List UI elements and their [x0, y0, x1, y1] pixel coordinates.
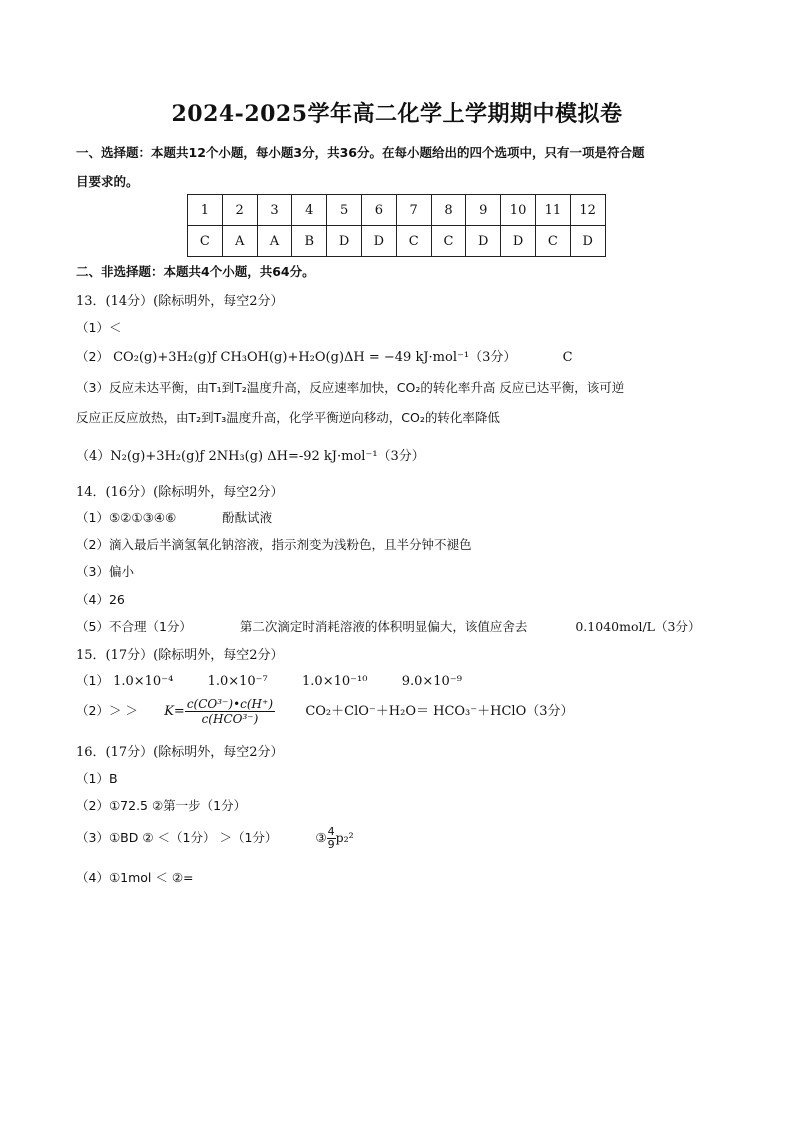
q15-k-numerator: c(CO³⁻)•c(H⁺)	[186, 697, 274, 711]
section1-heading-cont: 目要求的。	[76, 174, 139, 189]
q16-answer-3-circle: ③	[315, 830, 327, 845]
table-cell-number: 7	[396, 195, 431, 226]
table-cell-answer: D	[501, 226, 536, 257]
q15-answer-1-value4: 9.0×10⁻⁹	[401, 674, 462, 689]
table-cell-number: 4	[292, 195, 327, 226]
q15-answer-2	[76, 697, 574, 726]
answer-table-numbers-row	[188, 195, 606, 226]
q16-answer-1: （1）B	[76, 771, 118, 786]
table-cell-answer: B	[292, 226, 327, 257]
q15-answer-2-label: （2）＞ ＞	[76, 703, 138, 718]
q15-answer-2-equation: CO₂＋ClO⁻＋H₂O＝ HCO₃⁻＋HClO（3分）	[305, 704, 574, 719]
q14-answer-1	[76, 508, 272, 526]
q16-answer-3-tail: p₂²	[335, 830, 354, 845]
q13-answer-4: （4）N₂(g)+3H₂(g)ƒ 2NH₃(g) ΔH=-92 kJ·mol⁻¹（3分）	[76, 449, 425, 464]
table-cell-answer: C	[535, 226, 570, 257]
q13-answer-2-equation: CO₂(g)+3H₂(g)ƒ CH₃OH(g)+H₂O(g)ΔH = −49 kJ·mol⁻¹（3分）	[113, 350, 517, 365]
q13-header: 13．(14分）(除标明外，每空2分）	[76, 294, 284, 309]
section1-heading: 一、选择题：本题共12个小题，每小题3分，共36分。在每小题给出的四个选项中，只有一项是符合题	[76, 145, 645, 160]
q16-answer-2: （2）①72.5 ②第一步（1分）	[76, 798, 247, 813]
table-cell-answer: C	[396, 226, 431, 257]
q14-answer-1-extra: 酚酞试液	[222, 510, 273, 525]
table-cell-answer: A	[222, 226, 257, 257]
table-cell-answer: C	[188, 226, 223, 257]
q14-header: 14．(16分）(除标明外，每空2分）	[76, 485, 284, 500]
table-cell-number: 9	[466, 195, 501, 226]
table-cell-answer: D	[361, 226, 396, 257]
q16-header: 16．(17分）(除标明外，每空2分）	[76, 745, 284, 760]
q16-answer-3-fraction	[327, 826, 336, 851]
q14-answer-5	[76, 617, 700, 635]
q15-k-fraction	[185, 697, 275, 726]
q13-answer-2-label: （2）	[76, 349, 109, 364]
q15-header: 15．(17分）(除标明外，每空2分）	[76, 648, 284, 663]
table-cell-answer: C	[431, 226, 466, 257]
table-cell-number: 5	[327, 195, 362, 226]
q15-answer-1	[76, 671, 462, 689]
q14-answer-5-label: （5）不合理（1分）	[76, 619, 192, 634]
q16-fraction-denominator: 9	[327, 838, 335, 851]
table-cell-answer: A	[257, 226, 292, 257]
q15-answer-1-value1: 1.0×10⁻⁴	[113, 674, 174, 689]
q13-answer-1: （1）＜	[76, 320, 122, 335]
q13-answer-3-line1: （3）反应未达平衡，由T₁到T₂温度升高，反应速率加快，CO₂的转化率升高 反应已达平衡，该可逆	[76, 380, 625, 395]
q13-answer-2-extra: C	[562, 350, 573, 365]
q16-fraction-numerator: 4	[327, 825, 335, 838]
q14-answer-3: （3）偏小	[76, 564, 134, 579]
q13-answer-2	[76, 346, 573, 365]
table-cell-number: 8	[431, 195, 466, 226]
q14-answer-4: （4）26	[76, 592, 125, 607]
table-cell-number: 2	[222, 195, 257, 226]
table-cell-number: 12	[570, 195, 605, 226]
q16-answer-3	[76, 826, 354, 851]
q15-k-label: K=	[164, 704, 185, 719]
table-cell-number: 10	[501, 195, 536, 226]
table-cell-answer: D	[466, 226, 501, 257]
table-cell-number: 1	[188, 195, 223, 226]
q16-answer-4: （4）①1mol ＜ ②=	[76, 870, 194, 885]
q15-answer-1-value2: 1.0×10⁻⁷	[207, 674, 268, 689]
q15-answer-1-label: （1）	[76, 673, 109, 688]
table-cell-number: 6	[361, 195, 396, 226]
table-cell-answer: D	[327, 226, 362, 257]
q13-answer-3-line2: 反应正反应放热，由T₂到T₃温度升高，化学平衡逆向移动，CO₂的转化率降低	[76, 410, 500, 425]
q14-answer-5-end: 0.1040mol/L（3分）	[575, 619, 701, 634]
q15-answer-1-value3: 1.0×10⁻¹⁰	[302, 674, 368, 689]
q14-answer-1-order: （1）⑤②①③④⑥	[76, 510, 177, 525]
page-title: 2024-2025学年高二化学上学期期中模拟卷	[171, 101, 623, 127]
q14-answer-2: （2）滴入最后半滴氢氧化钠溶液，指示剂变为浅粉色，且半分钟不褪色	[76, 537, 472, 552]
table-cell-number: 11	[535, 195, 570, 226]
answer-table-answers-row	[188, 226, 606, 257]
section2-heading: 二、非选择题：本题共4个小题，共64分。	[76, 264, 315, 279]
q15-k-denominator: c(HCO³⁻)	[201, 712, 259, 726]
q14-answer-5-mid: 第二次滴定时消耗溶液的体积明显偏大，该值应舍去	[239, 619, 528, 634]
table-cell-number: 3	[257, 195, 292, 226]
q16-answer-3-label: （3）①BD ② ＜（1分） ＞（1分）	[76, 830, 278, 845]
table-cell-answer: D	[570, 226, 605, 257]
answer-table	[187, 194, 606, 257]
